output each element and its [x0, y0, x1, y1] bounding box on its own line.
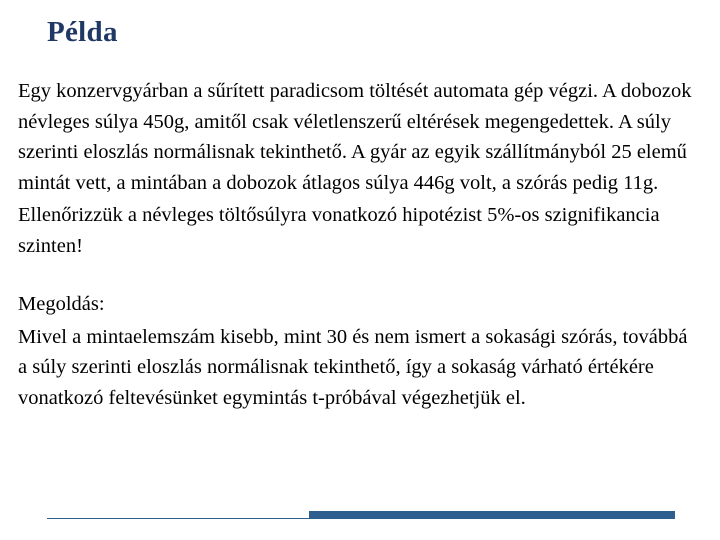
- task-paragraph: Ellenőrizzük a névleges töltősúlyra vonatkozó hipotézist 5%-os szignifikancia szinten!: [18, 204, 660, 257]
- problem-paragraph: Egy konzervgyárban a sűrített paradicsom töltését automata gép végzi. A dobozok névleges súlya 450g, amitől csak véletlenszerű eltérések megengedettek. A súly szerinti eloszlás normálisnak tekinthető. A gyár az egyik szállítmányból 25 elemű mintát vett, a mintában a dobozok átlagos súlya 446g volt, a szórás pedig 11g.: [18, 80, 692, 194]
- solution-label: Megoldás:: [18, 293, 105, 315]
- solution-paragraph: Mivel a mintaelemszám kisebb, mint 30 és nem ismert a sokasági szórás, továbbá a súly szerinti eloszlás normálisnak tekinthető, így a sokaság várható értékére vonatkozó feltevésünket egymintás t-próbával végezhetjük el.: [18, 325, 688, 409]
- bottom-rule: [47, 510, 675, 520]
- slide-body: [18, 76, 698, 413]
- slide-title: Példa: [47, 16, 118, 48]
- bottom-rule-thick: [309, 511, 675, 519]
- bottom-rule-thin: [47, 518, 309, 519]
- spacer: [18, 261, 698, 289]
